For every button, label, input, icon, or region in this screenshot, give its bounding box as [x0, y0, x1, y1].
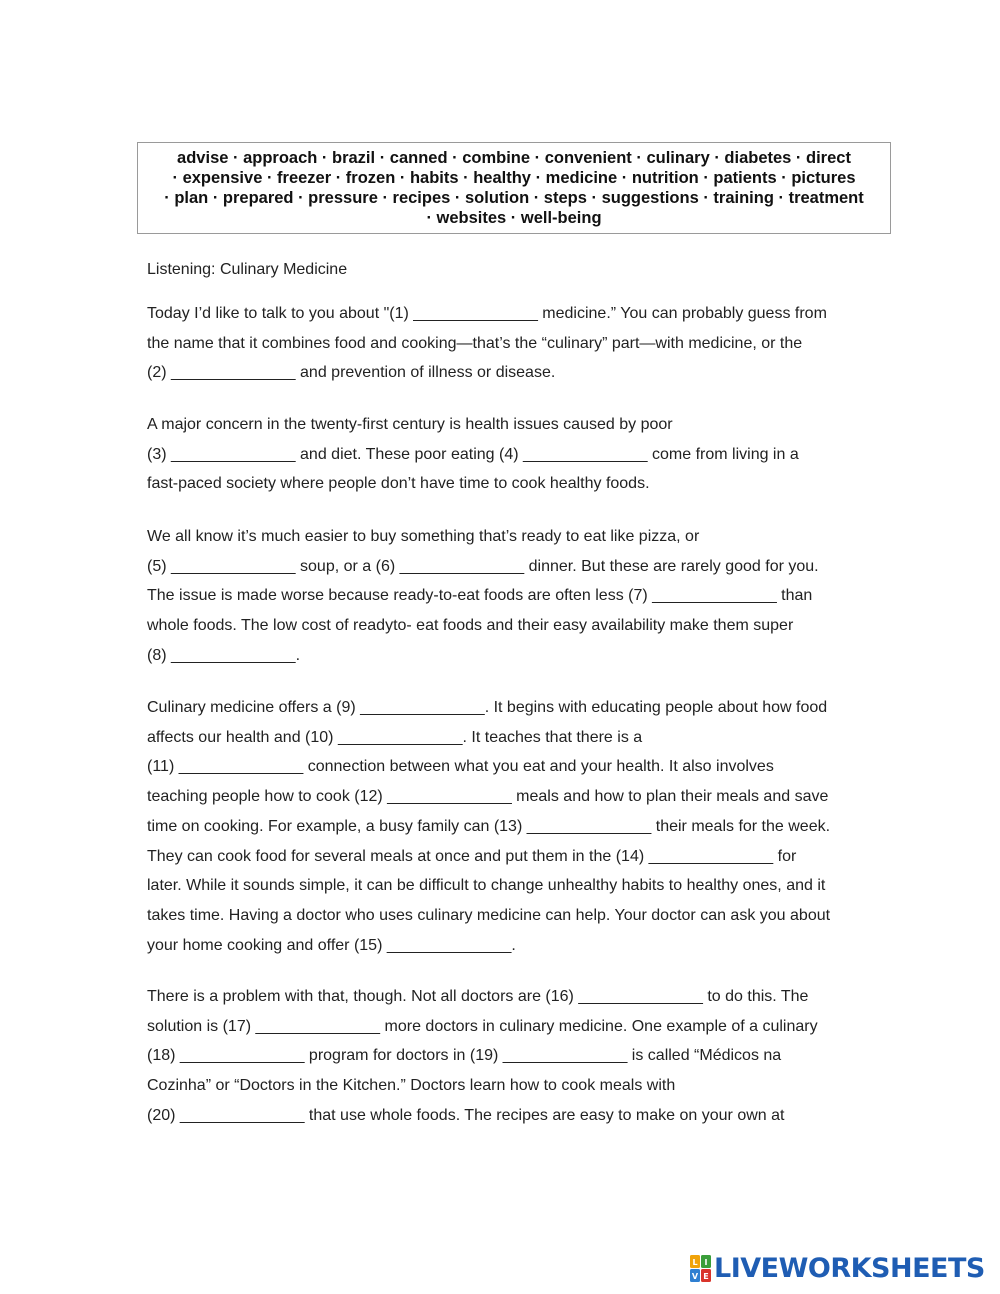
paragraph-5	[147, 982, 907, 1131]
text-line: Cozinha” or “Doctors in the Kitchen.” Doctors learn how to cook meals with	[147, 1077, 676, 1095]
text-line: time on cooking. For example, a busy family can (13) ______________ their meals for the week.	[147, 817, 831, 835]
liveworksheets-logo-text: LIVEWORKSHEETS	[714, 1253, 985, 1284]
paragraph-1	[147, 299, 907, 388]
badge-letter: L	[692, 1258, 698, 1267]
word-bank-line: · websites · well-being	[426, 209, 602, 227]
text-line: (8) ______________.	[147, 646, 301, 664]
text-line: Today I’d like to talk to you about "(1) ______________ medicine.” You can probably guess from	[147, 305, 827, 322]
badge-letter: E	[703, 1272, 709, 1281]
text-line: the name that it combines food and cooking—that’s the “culinary” part—with medicine, or the	[147, 334, 803, 352]
text-line: whole foods. The low cost of readyto- eat foods and their easy availability make them super	[147, 617, 794, 635]
text-line: takes time. Having a doctor who uses culinary medicine can help. Your doctor can ask you about	[147, 906, 831, 924]
liveworksheets-logo	[690, 1255, 985, 1283]
text-line: (18) ______________ program for doctors in (19) ______________ is called “Médicos na	[147, 1047, 782, 1065]
paragraph-3	[147, 522, 907, 671]
text-line: (5) ______________ soup, or a (6) ______________ dinner. But these are rarely good for you.	[147, 557, 819, 575]
text-line: solution is (17) ______________ more doctors in culinary medicine. One example of a culinary	[147, 1017, 818, 1035]
text-line: They can cook food for several meals at once and put them in the (14) ______________ for	[147, 847, 797, 865]
text-line: (2) ______________ and prevention of illness or disease.	[147, 364, 556, 382]
text-line: affects our health and (10) ______________. It teaches that there is a	[147, 728, 643, 746]
word-bank-box	[137, 142, 891, 234]
paragraph-2	[147, 410, 907, 499]
text-line: (11) ______________ connection between what you eat and your health. It also involves	[147, 758, 774, 776]
text-line: fast-paced society where people don’t have time to cook healthy foods.	[147, 475, 650, 493]
word-bank-line: · plan · prepared · pressure · recipes · solution · steps · suggestions · training · treatment	[164, 189, 864, 207]
worksheet-title: Listening: Culinary Medicine	[147, 261, 348, 278]
word-bank-line: · expensive · freezer · frozen · habits · healthy · medicine · nutrition · patients · pictures	[172, 169, 856, 187]
text-line: later. While it sounds simple, it can be difficult to change unhealthy habits to healthy ones, and it	[147, 877, 826, 895]
badge-letter: I	[704, 1258, 708, 1267]
text-line: (3) ______________ and diet. These poor eating (4) ______________ come from living in a	[147, 445, 799, 463]
text-line: teaching people how to cook (12) ______________ meals and how to plan their meals and save	[147, 788, 829, 806]
text-line: (20) ______________ that use whole foods. The recipes are easy to make on your own at	[147, 1106, 785, 1124]
badge-letter: V	[691, 1272, 699, 1281]
text-line: We all know it’s much easier to buy something that’s ready to eat like pizza, or	[147, 528, 700, 545]
text-line: A major concern in the twenty-first century is health issues caused by poor	[147, 416, 673, 433]
paragraph-4	[147, 693, 907, 960]
text-line: Culinary medicine offers a (9) ______________. It begins with educating people about how food	[147, 699, 828, 716]
text-line: The issue is made worse because ready-to-eat foods are often less (7) ______________ than	[147, 587, 813, 605]
word-bank-line: advise · approach · brazil · canned · combine · convenient · culinary · diabetes · direct	[177, 149, 851, 167]
liveworksheets-badge-icon	[690, 1255, 712, 1283]
text-line: There is a problem with that, though. Not all doctors are (16) ______________ to do this. The	[147, 988, 809, 1005]
word-bank-text	[164, 148, 864, 228]
text-line: your home cooking and offer (15) ______________.	[147, 936, 516, 954]
